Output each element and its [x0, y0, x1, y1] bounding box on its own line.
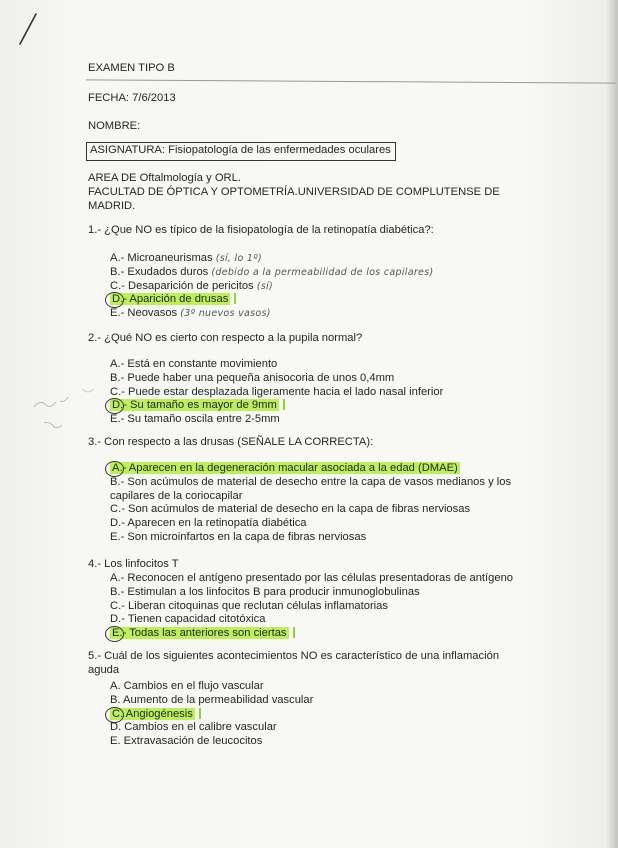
- q2-option-e: E.- Su tamaño oscila entre 2-5mm: [110, 413, 280, 426]
- name-field-label: NOMBRE:: [88, 120, 141, 132]
- answer-highlight: E.- Todas las anteriores son ciertas: [112, 627, 287, 640]
- pen-stroke-mark: [14, 10, 54, 50]
- question-2-options: [110, 358, 550, 427]
- q4-option-a: A.- Reconocen el antígeno presentado por las células presentadoras de antígeno: [110, 572, 514, 584]
- q5-option-d: D. Cambios en el calibre vascular: [110, 721, 277, 734]
- answer-highlight: C. Angiogénesis: [112, 707, 193, 720]
- answer-circle: [105, 398, 124, 414]
- q5-option-a: A. Cambios en el flujo vascular: [110, 680, 264, 692]
- highlight-tick: [234, 293, 236, 304]
- header-divider: [86, 79, 616, 83]
- margin-pencil-scribble: [30, 385, 100, 445]
- highlight-tick: [199, 708, 201, 719]
- q3-option-c: C.- Son acúmulos de material de desecho en la capa de fibras nerviosas: [110, 503, 471, 516]
- exam-date: FECHA: 7/6/2013: [88, 92, 176, 104]
- handwritten-note: (debido a la permeabilidad de los capilares): [211, 266, 434, 278]
- question-1-options: [110, 252, 550, 321]
- q3-option-e: E.- Son microinfartos en la capa de fibras nerviosas: [110, 530, 367, 543]
- question-4-options: [110, 572, 550, 641]
- handwritten-note: (sí): [256, 280, 273, 292]
- handwritten-note: (sí, lo 1º): [215, 253, 263, 264]
- q4-option-e-selected: [110, 627, 550, 641]
- answer-circle: [105, 292, 124, 308]
- page-edge-shadow: [606, 0, 618, 848]
- answer-highlight: A.- Aparecen en la degeneración macular asociada a la edad (DMAE): [112, 462, 458, 474]
- q5-option-c-selected: [110, 708, 550, 722]
- q3-option-b: B.- Son acúmulos de material de desecho entre la capa de vasos medianos y los capilares de la coriocapilar: [110, 475, 512, 502]
- answer-highlight: D.- Aparición de drusas: [112, 293, 229, 306]
- q5-option-b: B. Aumento de la permeabilidad vascular: [110, 693, 314, 706]
- question-3-options: [110, 462, 530, 545]
- q1-option-a: A.- Microaneurismas (sí, lo 1º): [110, 252, 263, 264]
- exam-type: EXAMEN TIPO B: [88, 62, 175, 74]
- q3-option-d: D.- Aparecen en la retinopatía diabética: [110, 517, 307, 530]
- q4-option-c: C.- Liberan citoquinas que reclutan células inflamatorias: [110, 599, 388, 612]
- q1-option-d-selected: [110, 293, 550, 307]
- q4-option-d: D.- Tienen capacidad citotóxica: [110, 613, 266, 626]
- q3-option-a-selected: [110, 462, 530, 476]
- area-line-2: FACULTAD DE ÓPTICA Y OPTOMETRÍA.UNIVERSIDAD DE COMPLUTENSE DE: [88, 185, 500, 198]
- question-5-options: [110, 680, 550, 749]
- question-5-stem: 5.- Cuál de los siguientes acontecimientos NO es característico de una inflamación aguda: [88, 650, 500, 676]
- q2-option-c: C.- Puede estar desplazada ligeramente hacia el lado nasal inferior: [110, 385, 444, 398]
- q5-option-e: E. Extravasación de leucocitos: [110, 735, 263, 748]
- question-4-stem: 4.- Los linfocitos T: [88, 558, 179, 570]
- q2-option-d-selected: [110, 399, 550, 413]
- answer-circle: [105, 707, 124, 723]
- answer-highlight: D.- Su tamaño es mayor de 9mm: [112, 399, 277, 412]
- question-2-stem: 2.- ¿Qué NO es cierto con respecto a la pupila normal?: [88, 332, 363, 344]
- faculty-info: [88, 172, 548, 213]
- q2-option-b: B.- Puede haber una pequeña anisocoria de unos 0,4mm: [110, 371, 395, 384]
- q1-option-c: C.- Desaparición de pericitos (sí): [110, 279, 273, 292]
- q1-option-e: E.- Neovasos (3º nuevos vasos): [110, 307, 271, 320]
- q4-option-b: B.- Estimulan a los linfocitos B para producir inmunoglobulinas: [110, 585, 420, 598]
- highlight-tick: [293, 627, 295, 638]
- answer-circle: [105, 461, 124, 477]
- q1-option-b: B.- Exudados duros (debido a la permeabilidad de los capilares): [110, 265, 434, 278]
- q2-option-a: A.- Está en constante movimiento: [110, 358, 278, 370]
- question-3-stem: 3.- Con respecto a las drusas (SEÑALE LA CORRECTA):: [88, 436, 374, 448]
- handwritten-note: (3º nuevos vasos): [180, 308, 271, 320]
- highlight-tick: [283, 399, 285, 410]
- area-line-3: MADRID.: [88, 199, 136, 212]
- area-line-1: AREA DE Oftalmología y ORL.: [88, 172, 241, 184]
- question-1-stem: 1.- ¿Que NO es típico de la fisiopatología de la retinopatía diabética?:: [88, 224, 434, 236]
- subject-box: ASIGNATURA: Fisiopatología de las enfermedades oculares: [86, 142, 396, 161]
- answer-circle: [105, 626, 124, 642]
